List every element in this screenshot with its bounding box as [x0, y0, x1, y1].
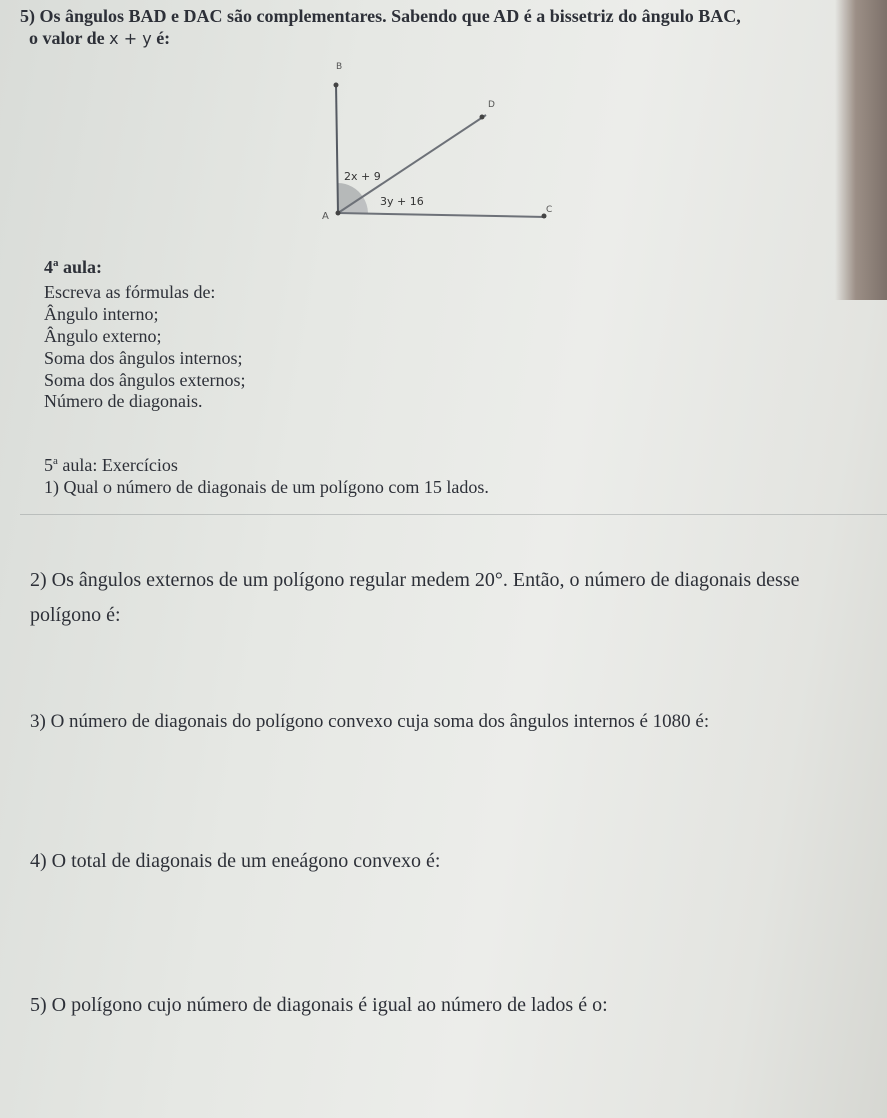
exercise-3: 3) O número de diagonais do polígono convexo cuja soma dos ângulos internos é 1080 é:	[30, 711, 710, 732]
aula5-heading-number: 5	[44, 455, 53, 475]
question5-expression: x + y	[109, 29, 152, 48]
aula4-item: Soma dos ângulos externos;	[44, 370, 246, 390]
point-D	[480, 115, 485, 120]
aula4-heading-number: 4	[44, 257, 53, 277]
aula4-heading-text: aula:	[58, 257, 103, 277]
aula5-heading-sup: a	[53, 455, 58, 467]
exercise-2-line1	[30, 569, 800, 592]
ray-AB	[336, 83, 338, 213]
aula4-heading	[44, 257, 102, 278]
question5-line2	[29, 28, 170, 49]
ray-AC	[338, 213, 546, 217]
exercise-2-line2: polígono é:	[30, 604, 121, 626]
angle-label-top: 2x + 9	[344, 170, 381, 183]
exercise-2-prefix: 2) Os ângulos externos de um polígono regular medem	[30, 569, 475, 591]
aula4-item: Número de diagonais.	[44, 391, 203, 411]
exercise-4: 4) O total de diagonais de um eneágono convexo é:	[30, 850, 441, 872]
point-A	[336, 211, 341, 216]
question5-line1: 5) Os ângulos BAD e DAC são complementares. Sabendo que AD é a bissetriz do ângulo BAC,	[20, 6, 741, 26]
label-A: A	[322, 211, 329, 222]
aula5-heading-text: aula: Exercícios	[57, 455, 178, 475]
exercise-2-angle: 20°	[474, 569, 503, 591]
exercise-5: 5) O polígono cujo número de diagonais é igual ao número de lados é o:	[30, 994, 608, 1016]
exercise-2-suffix: . Então, o número de diagonais desse	[502, 569, 800, 591]
aula4-item: Ângulo externo;	[44, 326, 162, 346]
label-D: D	[488, 100, 495, 110]
point-B	[334, 83, 339, 88]
aula4-item: Soma dos ângulos internos;	[44, 348, 243, 368]
aula4-heading-sup: a	[53, 257, 59, 269]
angle-figure	[300, 55, 580, 235]
question5-line2-prefix: o valor de	[29, 28, 110, 48]
angle-label-bottom: 3y + 16	[380, 195, 424, 208]
divider	[20, 514, 887, 515]
aula4-intro: Escreva as fórmulas de:	[44, 282, 216, 302]
exercise-1: 1) Qual o número de diagonais de um polígono com 15 lados.	[44, 477, 489, 497]
label-C: C	[546, 205, 553, 215]
page-edge-shadow	[835, 0, 887, 300]
aula4-item: Ângulo interno;	[44, 304, 159, 324]
label-B: B	[336, 62, 343, 72]
question5-line2-suffix: é:	[151, 28, 171, 48]
aula5-heading	[44, 455, 178, 476]
